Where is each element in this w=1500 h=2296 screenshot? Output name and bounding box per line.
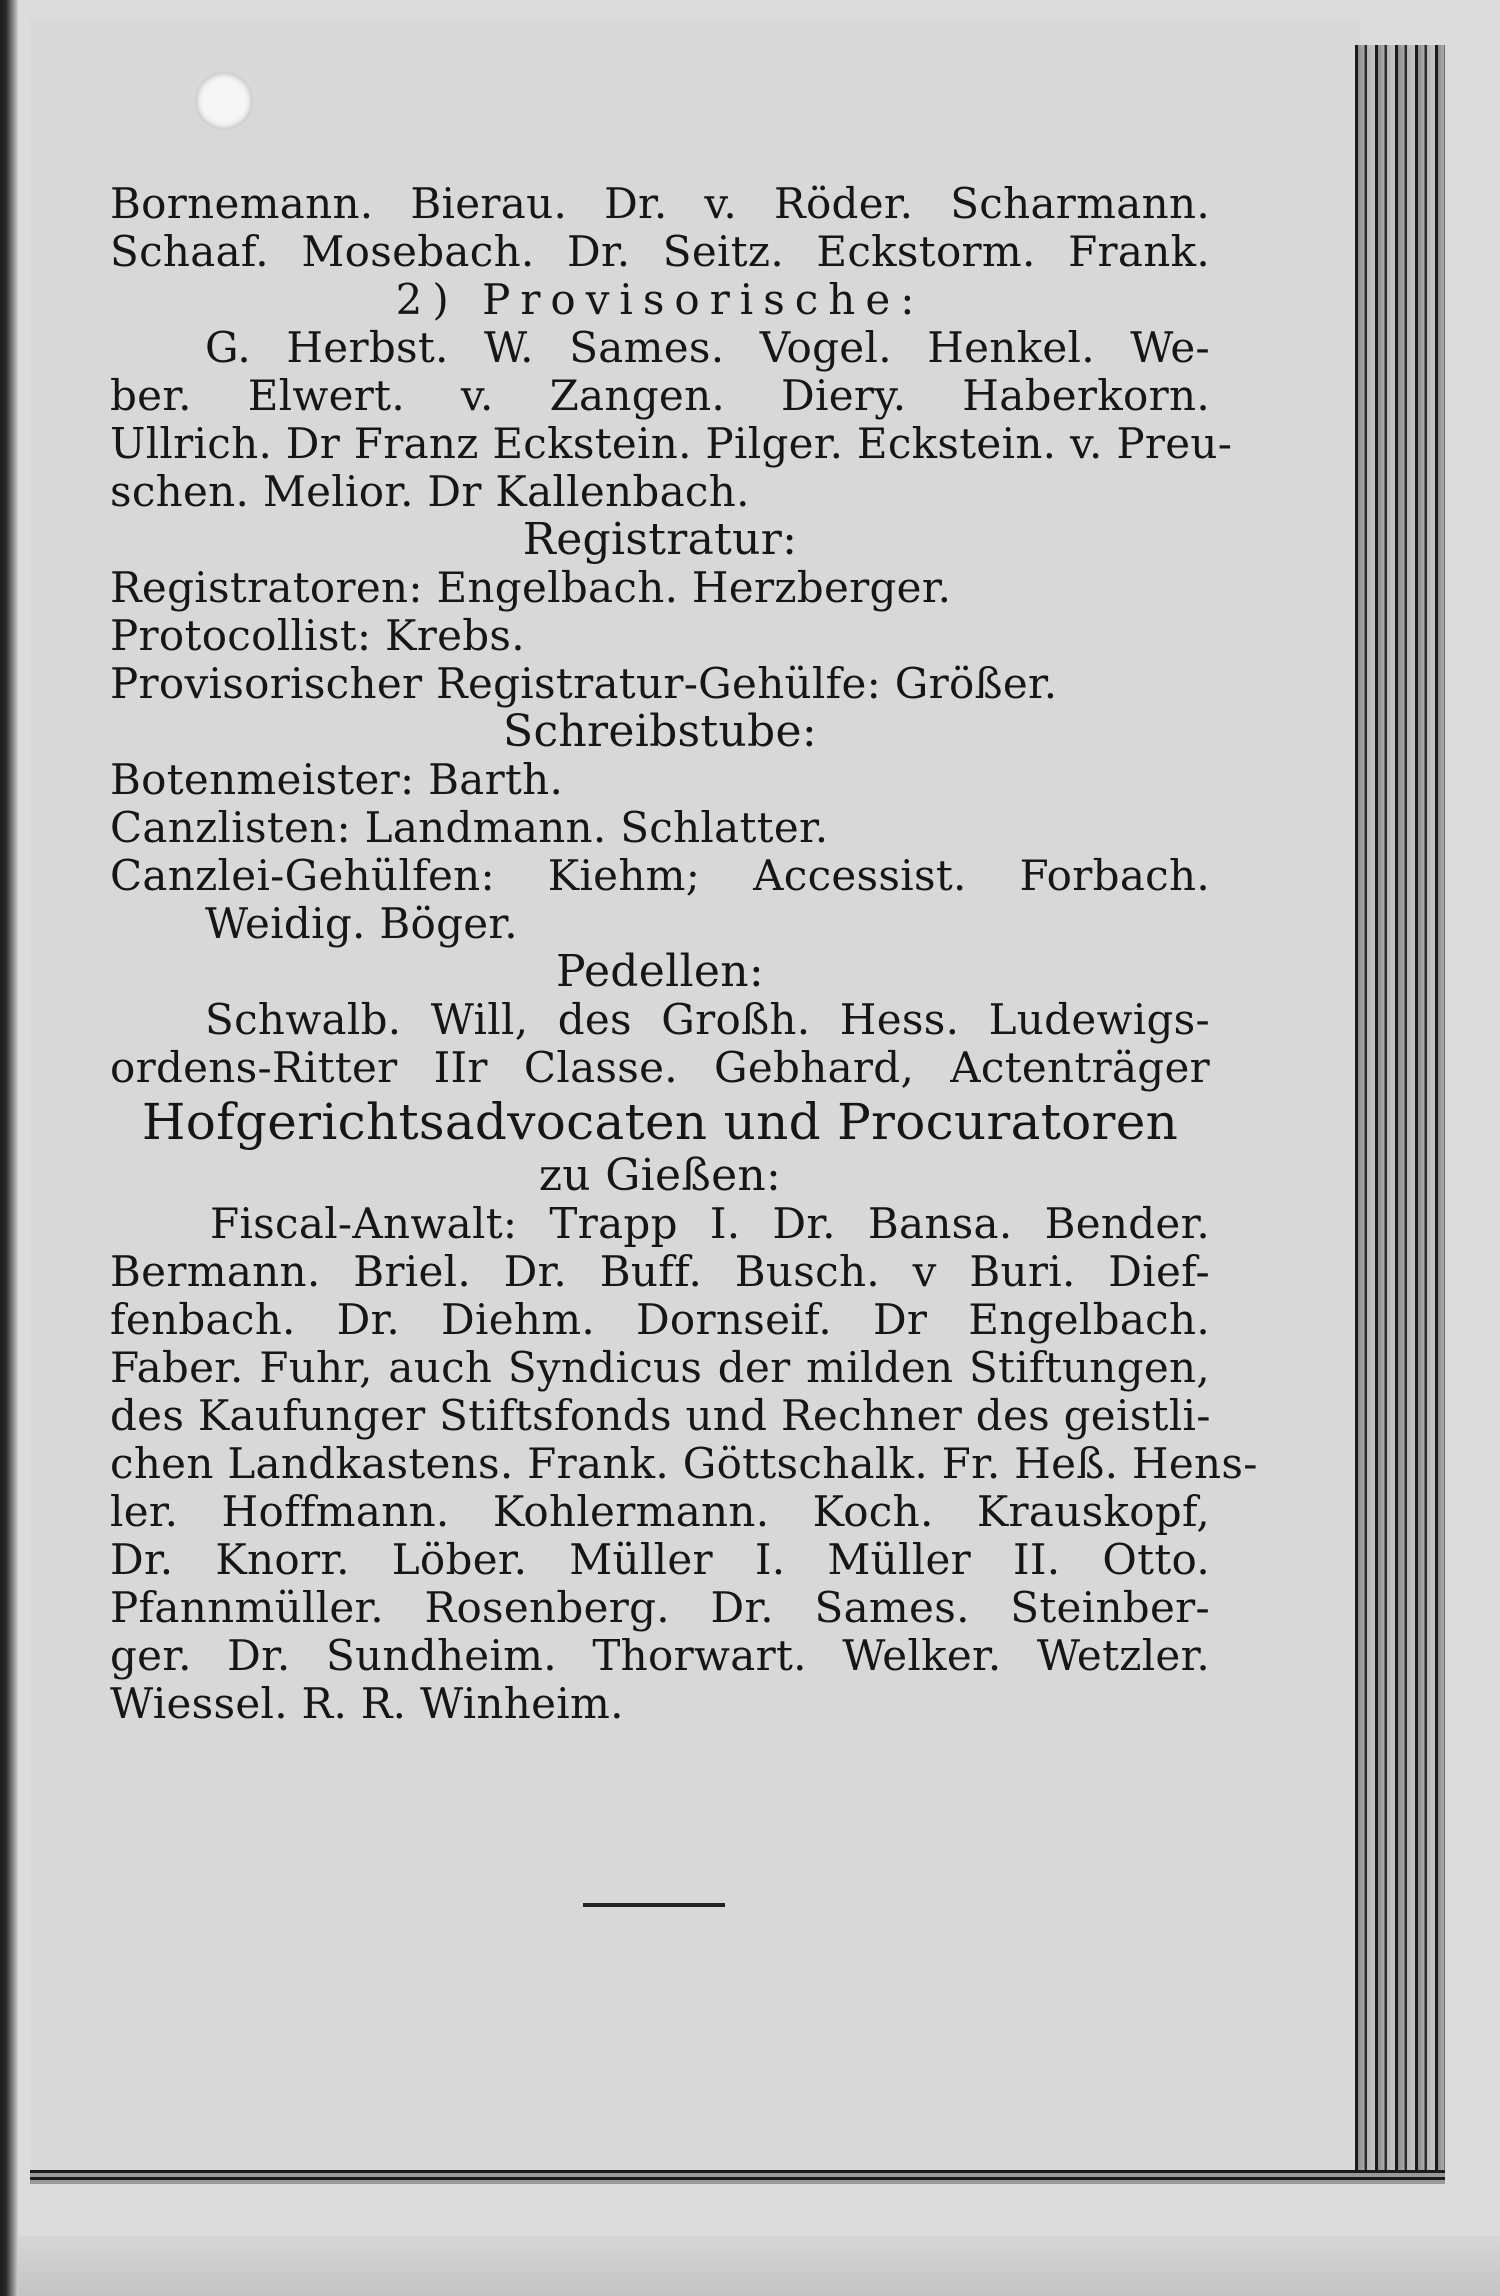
section-heading-hofgerichtsadvocaten: Hofgerichtsadvocaten und Procuratoren (141, 1093, 1179, 1151)
text-line: Botenmeister: Barth. (110, 755, 564, 804)
closing-rule (583, 1903, 725, 1907)
section-heading-provisorische: 2) Provisorische: (395, 275, 925, 324)
section-heading-schreibstube: Schreibstube: (503, 706, 817, 757)
page-stack-bottom-edge (30, 2170, 1445, 2184)
text-line: Canzlisten: Landmann. Schlatter. (110, 803, 829, 852)
text-line: ger. Dr. Sundheim. Thorwart. Welker. Wetzler. (110, 1631, 1210, 1680)
scan-background (18, 2236, 1500, 2296)
text-line: Weidig. Böger. (205, 899, 518, 948)
section-heading-registratur: Registratur: (522, 514, 798, 565)
section-heading-pedellen: Pedellen: (556, 946, 764, 997)
text-line: Registratoren: Engelbach. Herzberger. (110, 563, 952, 612)
text-line: des Kaufunger Stiftsfonds und Rechner des geistli- (110, 1391, 1211, 1440)
text-line: Schaaf. Mosebach. Dr. Seitz. Eckstorm. Frank. (110, 227, 1210, 276)
text-line: Bornemann. Bierau. Dr. v. Röder. Scharmann. (110, 179, 1210, 228)
text-line: Ullrich. Dr Franz Eckstein. Pilger. Eckstein. v. Preu- (110, 419, 1233, 468)
text-line: G. Herbst. W. Sames. Vogel. Henkel. We- (205, 323, 1210, 372)
text-line: Dr. Knorr. Löber. Müller I. Müller II. Otto. (110, 1535, 1210, 1584)
punch-hole (195, 72, 253, 130)
text-line: chen Landkastens. Frank. Göttschalk. Fr. Heß. Hens- (110, 1439, 1258, 1488)
page-stack-edges (1355, 45, 1445, 2180)
text-line: Wiessel. R. R. Winheim. (110, 1679, 624, 1728)
page-text (110, 179, 1258, 1728)
text-line: Fiscal-Anwalt: Trapp I. Dr. Bansa. Bender. (210, 1199, 1210, 1248)
text-line: Bermann. Briel. Dr. Buff. Busch. v Buri. Dief- (110, 1247, 1210, 1296)
text-line: Pfannmüller. Rosenberg. Dr. Sames. Steinber- (110, 1583, 1210, 1632)
text-line: schen. Melior. Dr Kallenbach. (110, 467, 750, 516)
text-line: Provisorischer Registratur-Gehülfe: Größer. (110, 659, 1058, 708)
text-line: fenbach. Dr. Diehm. Dornseif. Dr Engelbach. (110, 1295, 1210, 1344)
text-line: Schwalb. Will, des Großh. Hess. Ludewigs- (205, 995, 1210, 1044)
section-heading-zu-giessen: zu Gießen: (538, 1150, 782, 1201)
text-line: ordens-Ritter IIr Classe. Gebhard, Actenträger (110, 1043, 1210, 1092)
text-line: Protocollist: Krebs. (110, 611, 525, 660)
text-line: Canzlei-Gehülfen: Kiehm; Accessist. Forbach. (110, 851, 1210, 900)
book-binding-edge (0, 0, 18, 2296)
text-line: ber. Elwert. v. Zangen. Diery. Haberkorn. (110, 371, 1210, 420)
text-line: Faber. Fuhr, auch Syndicus der milden Stiftungen, (110, 1343, 1210, 1392)
text-line: ler. Hoffmann. Kohlermann. Koch. Krauskopf, (110, 1487, 1210, 1536)
